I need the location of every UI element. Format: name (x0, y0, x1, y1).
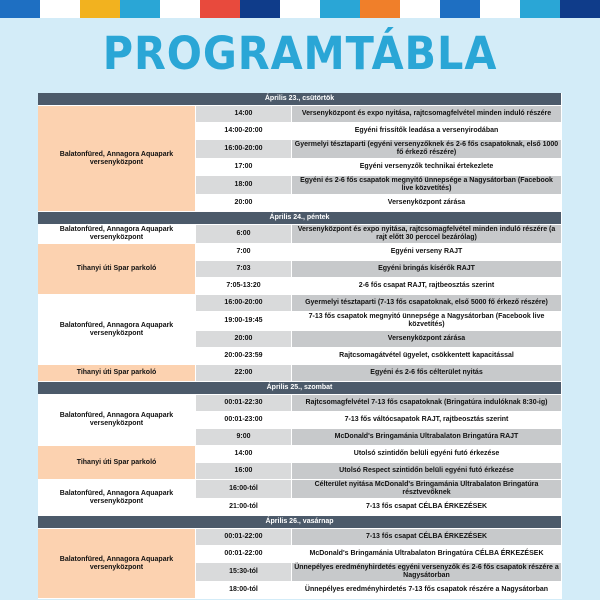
event-cell (292, 563, 562, 582)
day-header-row (38, 93, 562, 106)
time-cell (196, 412, 292, 429)
time-label: 21:00-tól (229, 503, 258, 510)
time-cell (196, 446, 292, 463)
time-cell (196, 176, 292, 195)
time-label: 20:00 (234, 199, 253, 206)
event-cell (292, 463, 562, 480)
time-label: 14:00-20:00 (224, 127, 263, 134)
event-label: Egyéni és 2-6 fős célterület nyitás (370, 369, 483, 376)
event-cell (292, 480, 562, 499)
location-cell (38, 480, 196, 516)
event-cell (292, 331, 562, 348)
table-row (38, 225, 562, 244)
event-label: Egyéni frissítők leadása a versenyirodában (354, 127, 499, 134)
time-cell (196, 331, 292, 348)
time-cell (196, 295, 292, 312)
event-cell (292, 365, 562, 382)
event-label: Egyéni bringás kísérők RAJT (378, 265, 475, 272)
time-cell (196, 123, 292, 140)
table-row (38, 446, 562, 463)
event-cell (292, 529, 562, 546)
time-cell (196, 563, 292, 582)
event-label: Versenyközpont zárása (387, 199, 466, 206)
location-label: Balatonfüred, Annagora Aquapark versenyközpont (59, 226, 174, 241)
schedule-table (38, 93, 562, 599)
time-cell (196, 348, 292, 365)
event-label: Gyermelyi tésztaparti (egyéni versenyzőknek és 2-6 fős csapatoknak, első 1000 fő érkező részére) (294, 141, 559, 156)
event-cell (292, 429, 562, 446)
event-label: Rajtcsomagátvétel ügyelet, csökkentett kapacitással (339, 352, 514, 359)
table-row (38, 106, 562, 123)
day-header-row (38, 516, 562, 529)
time-label: 16:00-tól (229, 485, 258, 492)
event-cell (292, 499, 562, 516)
event-label: Gyermelyi tésztaparti (7-13 fős csapatoknak, első 5000 fő érkező részére) (305, 299, 548, 306)
event-cell (292, 195, 562, 212)
table-row (38, 480, 562, 499)
event-cell (292, 312, 562, 331)
time-cell (196, 480, 292, 499)
event-label: Egyéni versenyzők technikai értekezlete (359, 163, 494, 170)
table-row (38, 295, 562, 312)
event-cell (292, 582, 562, 599)
time-label: 20:00 (234, 335, 253, 342)
day-label: Április 24., péntek (269, 214, 330, 221)
event-cell (292, 395, 562, 412)
time-label: 18:00 (234, 181, 253, 188)
day-label: Április 23., csütörtök (264, 95, 335, 102)
event-cell (292, 348, 562, 365)
day-header (38, 382, 562, 395)
location-cell (38, 395, 196, 446)
event-cell (292, 123, 562, 140)
time-label: 19:00-19:45 (224, 317, 263, 324)
event-cell (292, 106, 562, 123)
time-cell (196, 106, 292, 123)
time-cell (196, 312, 292, 331)
event-label: McDonald's Bringamánia Ultrabalaton Bringatúra RAJT (334, 433, 519, 440)
location-cell (38, 295, 196, 365)
event-cell (292, 446, 562, 463)
event-label: Versenyközpont zárása (387, 335, 466, 342)
day-header-row (38, 382, 562, 395)
time-cell (196, 261, 292, 278)
time-cell (196, 195, 292, 212)
time-label: 20:00-23:59 (224, 352, 263, 359)
location-label: Tihanyi úti Spar parkoló (76, 265, 157, 272)
event-cell (292, 244, 562, 261)
time-cell (196, 140, 292, 159)
time-label: 17:00 (234, 163, 253, 170)
time-label: 9:00 (236, 433, 251, 440)
location-label: Balatonfüred, Annagora Aquapark versenyközpont (59, 412, 174, 427)
event-label: 7-13 fős csapatok megnyitó ünnepsége a Nagysátorban (Facebook live közvetítés) (308, 313, 545, 328)
location-cell (38, 106, 196, 212)
event-label: Versenyközpont és expo nyitása, rajtcsomagfelvétel minden induló részére (301, 110, 552, 117)
event-cell (292, 261, 562, 278)
time-label: 16:00-20:00 (224, 299, 263, 306)
event-label: Utolsó Respect szintidőn belüli egyéni futó érkezése (339, 467, 514, 474)
table-row (38, 365, 562, 382)
time-cell (196, 582, 292, 599)
time-cell (196, 463, 292, 480)
time-cell (196, 365, 292, 382)
location-cell (38, 225, 196, 244)
time-cell (196, 278, 292, 295)
event-label: 2-6 fős csapat RAJT, rajtbeosztás szerint (358, 282, 495, 289)
time-cell (196, 499, 292, 516)
day-header (38, 212, 562, 225)
event-label: Célterület nyitása McDonald's Bringamánia Ultrabalaton Bringatúra résztvevőknek (314, 481, 539, 496)
event-label: 7-13 fős váltócsapatok RAJT, rajtbeosztás szerint (344, 416, 509, 423)
time-label: 16:00-20:00 (224, 145, 263, 152)
event-cell (292, 278, 562, 295)
event-label: McDonald's Bringamánia Ultrabalaton Bringatúra CÉLBA ÉRKEZÉSEK (309, 550, 544, 557)
table-row (38, 395, 562, 412)
event-cell (292, 412, 562, 429)
time-cell (196, 529, 292, 546)
location-label: Balatonfüred, Annagora Aquapark versenyközpont (59, 555, 174, 571)
time-label: 7:00 (236, 248, 251, 255)
time-label: 14:00 (234, 110, 253, 117)
time-label: 00:01-22:00 (224, 533, 263, 540)
location-cell (38, 244, 196, 295)
time-label: 6:00 (236, 230, 251, 237)
event-cell (292, 140, 562, 159)
event-cell (292, 159, 562, 176)
event-cell (292, 176, 562, 195)
location-cell (38, 446, 196, 480)
location-cell (38, 365, 196, 382)
time-cell (196, 395, 292, 412)
time-label: 15:30-tól (229, 568, 258, 575)
event-cell (292, 225, 562, 244)
event-label: Utolsó szintidőn belüli egyéni futó érkezése (353, 450, 500, 457)
day-header (38, 516, 562, 529)
event-label: Ünnepélyes eredményhirdetés egyéni versenyzők és 2-6 fős csapatok részére a Nagysátorban (294, 564, 559, 579)
table-row (38, 529, 562, 546)
day-header-row (38, 212, 562, 225)
event-label: Ünnepélyes eredményhirdetés 7-13 fős csapatok részére a Nagysátorban (304, 586, 549, 593)
time-cell (196, 429, 292, 446)
time-label: 7:03 (236, 265, 251, 272)
time-cell (196, 244, 292, 261)
event-label: Egyéni verseny RAJT (390, 248, 463, 255)
event-label: Rajtcsomagfelvétel 7-13 fős csapatoknak (Bringatúra indulóknak 8:30-ig) (305, 399, 548, 406)
event-label: 7-13 fős csapat CÉLBA ÉRKEZÉSEK (365, 503, 488, 510)
time-cell (196, 546, 292, 563)
event-label: Versenyközpont és expo nyitása, rajtcsomagfelvétel minden induló részére (a rajt előtt 30 perccel bezárólag) (297, 226, 556, 241)
location-label: Balatonfüred, Annagora Aquapark versenyközpont (59, 489, 174, 505)
event-label: Egyéni és 2-6 fős csapatok megnyitó ünnepsége a Nagysátorban (Facebook live közvetítés) (300, 177, 553, 192)
time-label: 7:05-13:20 (226, 282, 261, 289)
location-cell (38, 529, 196, 599)
day-header (38, 93, 562, 106)
event-cell (292, 546, 562, 563)
time-label: 00:01-22:00 (224, 550, 263, 557)
location-label: Tihanyi úti Spar parkoló (76, 369, 157, 376)
event-cell (292, 295, 562, 312)
page-title: PROGRAMTÁBLA (102, 27, 498, 80)
time-label: 18:00-tól (229, 586, 258, 593)
day-label: Április 26., vasárnap (265, 518, 334, 525)
time-label: 22:00 (234, 369, 253, 376)
location-label: Balatonfüred, Annagora Aquapark versenyközpont (59, 321, 174, 337)
location-label: Balatonfüred, Annagora Aquapark versenyközpont (59, 150, 174, 166)
day-label: Április 25., szombat (266, 384, 333, 391)
time-label: 00:01-23:00 (224, 416, 263, 423)
time-cell (196, 225, 292, 244)
time-cell (196, 159, 292, 176)
decorative-top-band (0, 0, 600, 18)
location-label: Tihanyi úti Spar parkoló (76, 458, 157, 466)
time-label: 14:00 (234, 450, 253, 457)
event-label: 7-13 fős csapat CÉLBA ÉRKEZÉSEK (365, 533, 488, 540)
time-label: 16:00 (234, 467, 253, 474)
table-row (38, 244, 562, 261)
time-label: 00:01-22:30 (224, 399, 263, 406)
